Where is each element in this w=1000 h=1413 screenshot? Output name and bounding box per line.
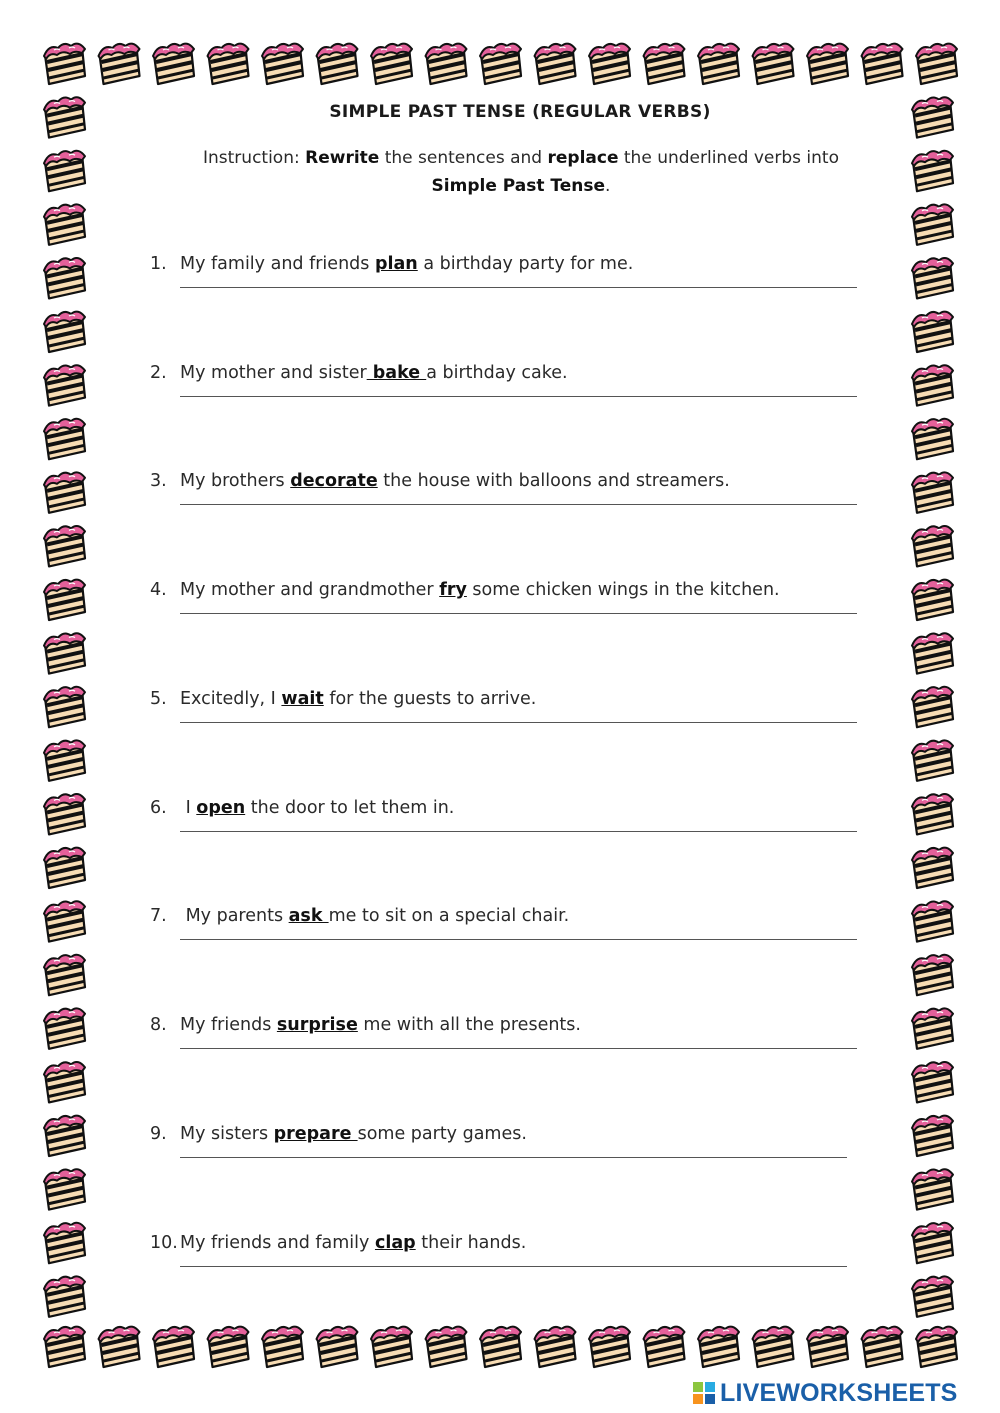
cake-slice-icon <box>44 633 85 673</box>
cake-slice-icon <box>44 472 85 512</box>
question-text: the house with balloons and streamers. <box>377 471 730 491</box>
cake-slice-icon <box>589 44 630 84</box>
cake-slice-icon <box>44 365 85 405</box>
cake-slice-icon <box>44 419 85 459</box>
cake-slice-icon <box>426 1327 467 1367</box>
cake-slice-icon <box>317 1327 358 1367</box>
cake-slice-icon <box>912 258 953 298</box>
question-text: My parents <box>180 906 289 926</box>
question-5 <box>150 689 900 749</box>
cake-slice-icon <box>153 1327 194 1367</box>
question-text: My family and friends <box>180 254 375 274</box>
question-text: My mother and sister <box>180 363 367 383</box>
cake-slice-icon <box>862 1327 903 1367</box>
cake-slice-icon <box>535 1327 576 1367</box>
question-text: their hands. <box>415 1233 527 1253</box>
underlined-verb: surprise <box>276 1015 358 1035</box>
cake-slice-icon <box>912 1008 953 1048</box>
question-number: 7. <box>150 906 167 926</box>
question-number: 1. <box>150 254 167 274</box>
liveworksheets-logo[interactable] <box>692 1377 992 1409</box>
underlined-verb: wait <box>281 689 324 709</box>
cake-slice-icon <box>44 151 85 191</box>
cake-slice-icon <box>44 97 85 137</box>
cake-slice-icon <box>912 740 953 780</box>
instruction-text-1: Instruction: <box>203 148 306 168</box>
cake-slice-icon <box>912 151 953 191</box>
question-text: some party games. <box>357 1124 527 1144</box>
underlined-verb: plan <box>374 254 418 274</box>
question-text: some chicken wings in the kitchen. <box>466 580 780 600</box>
question-text: My brothers <box>180 471 291 491</box>
question-8 <box>150 1015 900 1075</box>
cake-slice-icon <box>753 1327 794 1367</box>
cake-slice-icon <box>535 44 576 84</box>
cake-slice-icon <box>44 848 85 888</box>
cake-slice-icon <box>698 44 739 84</box>
underlined-verb: decorate <box>290 471 378 491</box>
instruction-tense: Simple Past Tense <box>431 176 606 196</box>
cake-slice-icon <box>99 44 140 84</box>
cake-slice-icon <box>912 955 953 995</box>
cake-slice-icon <box>208 1327 249 1367</box>
cake-slice-icon <box>912 419 953 459</box>
cake-slice-icon <box>44 44 85 84</box>
underlined-verb: clap <box>374 1233 416 1253</box>
cake-slice-icon <box>44 580 85 620</box>
cake-slice-icon <box>480 1327 521 1367</box>
question-text: Excitedly, I <box>180 689 282 709</box>
answer-line[interactable] <box>180 1048 857 1049</box>
question-4 <box>150 580 900 640</box>
cake-slice-icon <box>44 1062 85 1102</box>
instruction <box>150 144 892 200</box>
question-2 <box>150 363 900 423</box>
cake-slice-icon <box>807 1327 848 1367</box>
instruction-text-4: . <box>605 176 611 196</box>
underlined-verb: fry <box>439 580 467 600</box>
question-text: My friends and family <box>180 1233 375 1253</box>
cake-slice-icon <box>912 526 953 566</box>
cake-slice-icon <box>44 1276 85 1316</box>
cake-slice-icon <box>480 44 521 84</box>
cake-slice-icon <box>753 44 794 84</box>
underlined-verb: bake <box>366 363 427 383</box>
cake-slice-icon <box>44 312 85 352</box>
cake-slice-icon <box>912 472 953 512</box>
question-text: a birthday cake. <box>426 363 568 383</box>
question-7 <box>150 906 900 966</box>
underlined-verb: open <box>196 798 246 818</box>
cake-slice-icon <box>589 1327 630 1367</box>
question-number: 9. <box>150 1124 167 1144</box>
question-text: My mother and grandmother <box>180 580 440 600</box>
cake-slice-icon <box>44 204 85 244</box>
cake-slice-icon <box>44 1008 85 1048</box>
cake-slice-icon <box>644 1327 685 1367</box>
cake-slice-icon <box>912 580 953 620</box>
logo-text: LIVEWORKSHEETS <box>720 1378 958 1407</box>
cake-slice-icon <box>912 97 953 137</box>
cake-slice-icon <box>208 44 249 84</box>
cake-slice-icon <box>912 1169 953 1209</box>
answer-line[interactable] <box>180 287 857 288</box>
question-number: 8. <box>150 1015 167 1035</box>
cake-slice-icon <box>912 1276 953 1316</box>
cake-slice-icon <box>916 44 957 84</box>
cake-slice-icon <box>912 312 953 352</box>
cake-slice-icon <box>44 1116 85 1156</box>
question-number: 3. <box>150 471 167 491</box>
question-text: me with all the presents. <box>357 1015 581 1035</box>
cake-slice-icon <box>912 794 953 834</box>
question-text: a birthday party for me. <box>417 254 634 274</box>
cake-slice-icon <box>916 1327 957 1367</box>
answer-line[interactable] <box>180 613 857 614</box>
question-text: for the guests to arrive. <box>323 689 537 709</box>
question-text: me to sit on a special chair. <box>328 906 570 926</box>
question-number: 2. <box>150 363 167 383</box>
cake-slice-icon <box>426 44 467 84</box>
answer-line[interactable] <box>180 396 857 397</box>
answer-line[interactable] <box>180 939 857 940</box>
cake-slice-icon <box>371 1327 412 1367</box>
cake-slice-icon <box>862 44 903 84</box>
instruction-rewrite: Rewrite <box>305 148 380 168</box>
cake-slice-icon <box>153 44 194 84</box>
question-number: 5. <box>150 689 167 709</box>
cake-slice-icon <box>44 740 85 780</box>
question-text: My friends <box>180 1015 277 1035</box>
answer-line[interactable] <box>180 1266 847 1267</box>
underlined-verb: ask <box>288 906 329 926</box>
cake-slice-icon <box>44 955 85 995</box>
cake-slice-icon <box>44 687 85 727</box>
answer-line[interactable] <box>180 1157 847 1158</box>
cake-slice-icon <box>807 44 848 84</box>
cake-slice-icon <box>644 44 685 84</box>
cake-slice-icon <box>371 44 412 84</box>
question-6 <box>150 798 900 858</box>
cake-slice-icon <box>262 44 303 84</box>
cake-slice-icon <box>912 204 953 244</box>
question-text: My sisters <box>180 1124 274 1144</box>
question-3 <box>150 471 900 531</box>
underlined-verb: prepare <box>273 1124 358 1144</box>
question-number: 10. <box>150 1233 178 1253</box>
cake-slice-icon <box>912 1062 953 1102</box>
instruction-replace: replace <box>547 148 619 168</box>
cake-slice-icon <box>44 526 85 566</box>
liveworksheets-logo-icon <box>692 1381 716 1405</box>
instruction-text-3: the underlined verbs into <box>618 148 839 168</box>
cake-slice-icon <box>99 1327 140 1367</box>
question-number: 4. <box>150 580 167 600</box>
question-1 <box>150 254 900 314</box>
answer-line[interactable] <box>180 504 857 505</box>
cake-slice-icon <box>44 1327 85 1367</box>
cake-slice-icon <box>44 258 85 298</box>
cake-slice-icon <box>912 1116 953 1156</box>
instruction-text-2: the sentences and <box>379 148 548 168</box>
question-number: 6. <box>150 798 167 818</box>
question-text: I <box>180 798 197 818</box>
cake-slice-icon <box>912 687 953 727</box>
cake-slice-icon <box>317 44 358 84</box>
cake-slice-icon <box>698 1327 739 1367</box>
cake-slice-icon <box>912 365 953 405</box>
cake-slice-icon <box>44 901 85 941</box>
worksheet-title: SIMPLE PAST TENSE (REGULAR VERBS) <box>329 102 711 122</box>
question-text: the door to let them in. <box>245 798 455 818</box>
question-9 <box>150 1124 900 1184</box>
answer-line[interactable] <box>180 831 857 832</box>
cake-slice-icon <box>912 1223 953 1263</box>
cake-slice-icon <box>262 1327 303 1367</box>
cake-slice-icon <box>912 901 953 941</box>
question-10 <box>150 1233 900 1293</box>
cake-slice-icon <box>44 1223 85 1263</box>
cake-slice-icon <box>912 633 953 673</box>
answer-line[interactable] <box>180 722 857 723</box>
cake-slice-icon <box>44 1169 85 1209</box>
cake-slice-icon <box>912 848 953 888</box>
cake-slice-icon <box>44 794 85 834</box>
